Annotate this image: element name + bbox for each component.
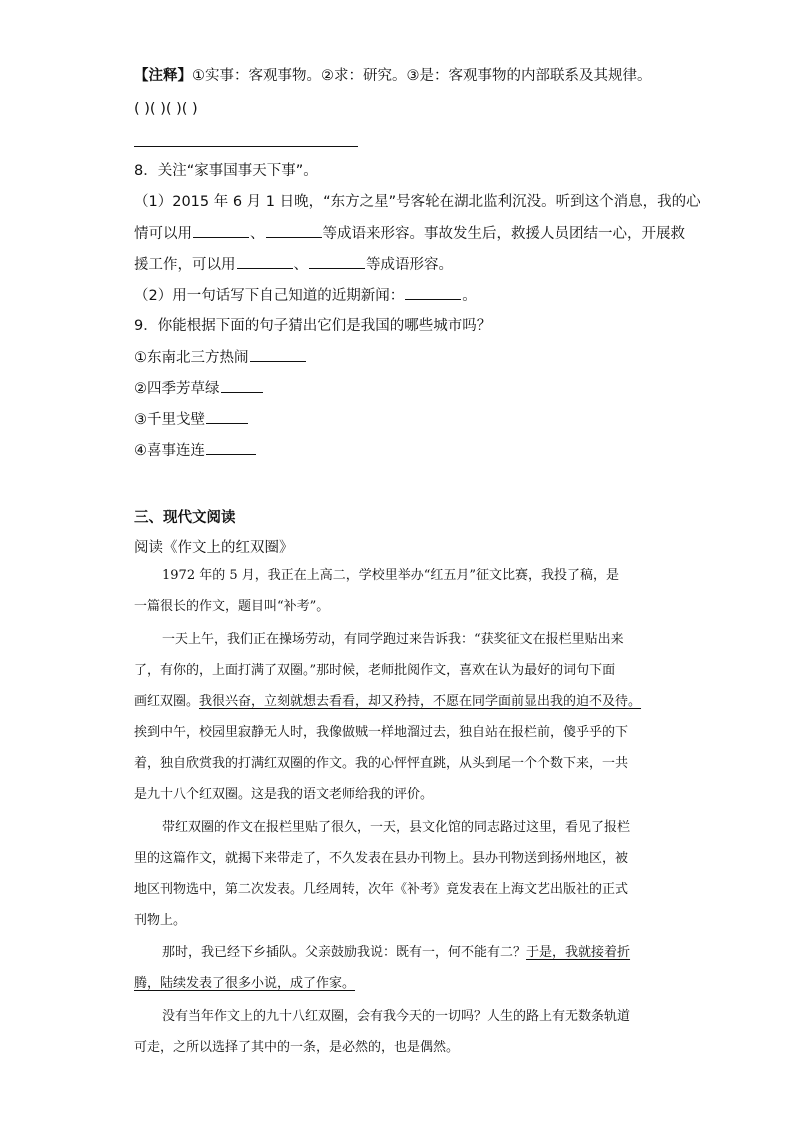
note-label: 【注释】: [134, 68, 192, 84]
q8-p1-line3: [134, 254, 453, 275]
note-text: ①实事：客观事物。②求：研究。③是：客观事物的内部联系及其规律。: [192, 68, 652, 84]
q8-p2: [134, 285, 477, 306]
reading-intro: 阅读《作文上的红双圈》: [134, 540, 294, 556]
q8-text: 等成语来形容。事故发生后，救援人员团结一心，开展救: [322, 226, 685, 242]
q9-title: 9．你能根据下面的句子猜出它们是我国的哪些城市吗？: [134, 318, 492, 334]
q9-item-text: ①东南北三方热闹: [134, 350, 249, 366]
q8-text: 等成语形容。: [366, 257, 453, 273]
underlined-sentence: 于是，我就接着折: [526, 945, 631, 960]
passage-line: 刊物上。: [134, 913, 187, 928]
q9-item: [134, 378, 264, 399]
passage-text: 那时，我已经下乡插队。父亲鼓励我说：既有一，何不能有二？: [162, 945, 527, 960]
passage-line: 1972 年的 5 月，我正在上高二，学校里举办“红五月”征文比赛，我投了稿，是: [162, 568, 620, 583]
q9-item: [134, 347, 307, 368]
q8-text: 、: [293, 257, 308, 273]
passage-line: 挨到中午，校园里寂静无人时，我像做贼一样地溜过去，独自站在报栏前，傻乎乎的下: [134, 725, 629, 740]
answer-blank[interactable]: [250, 347, 306, 362]
answer-blank[interactable]: [237, 254, 293, 269]
q8-title: 8．关注“家事国事天下事”。: [134, 163, 318, 179]
passage-line: 带红双圈的作文在报栏里贴了很久，一天，县文化馆的同志路过这里，看见了报栏: [162, 820, 631, 835]
q8-text: 。: [462, 288, 477, 304]
q8-text: 情可以用: [134, 226, 192, 242]
passage-text: 画红双圈。: [134, 694, 200, 709]
passage-line: 地区刊物选中，第二次发表。几经周转，次年《补考》竟发表在上海文艺出版社的正式: [134, 882, 629, 897]
q9-item-text: ③千里戈壁: [134, 412, 205, 428]
passage-line: [134, 943, 692, 963]
answer-blank[interactable]: [206, 409, 248, 424]
passage-line: 了，有你的，上面打满了双圈。”那时候，老师批阅作文，喜欢在认为最好的词句下面: [134, 663, 616, 678]
passage-line: 一篇很长的作文，题目叫“补考”。: [134, 599, 330, 614]
answer-rule: [134, 146, 358, 147]
section-heading: 三、现代文阅读: [134, 510, 236, 526]
answer-blank[interactable]: [193, 223, 249, 238]
q8-text: （2）用一句话写下自己知道的近期新闻：: [134, 288, 405, 304]
passage-line: [134, 692, 664, 712]
passage-line: 里的这篇作文，就揭下来带走了，不久发表在县办刊物上。县办刊物送到扬州地区，被: [134, 851, 629, 866]
passage-line: 可走，之所以选择了其中的一条，是必然的，也是偶然。: [134, 1040, 460, 1055]
q8-text: 援工作，可以用: [134, 257, 236, 273]
q9-item-text: ④喜事连连: [134, 443, 205, 459]
passage-line: 没有当年作文上的九十八红双圈，会有我今天的一切吗？人生的路上有无数条轨道: [162, 1009, 631, 1024]
passage-line: 一天上午，我们正在操场劳动，有同学跑过来告诉我：“获奖征文在报栏里贴出来: [162, 632, 624, 647]
underlined-sentence: 腾，陆续发表了很多小说，成了作家。: [134, 976, 356, 991]
passage-line: [134, 974, 664, 994]
passage-line: 是九十八个红双圈。这是我的语文老师给我的评价。: [134, 787, 434, 802]
answer-blank[interactable]: [266, 223, 322, 238]
q8-p1-line1: （1）2015 年 6 月 1 日晚，“东方之星”号客轮在湖北监利沉没。听到这个消息，我的心: [134, 194, 701, 210]
q9-item: [134, 440, 257, 461]
note-line: [134, 66, 652, 86]
answer-blank[interactable]: [221, 378, 263, 393]
answer-blank[interactable]: [206, 440, 256, 455]
passage-line: 着，独自欣赏我的打满红双圈的作文。我的心怦怦直跳，从头到尾一个个数下来，一共: [134, 756, 629, 771]
q9-item: [134, 409, 249, 430]
answer-blank[interactable]: [309, 254, 365, 269]
q8-p1-line2: [134, 223, 685, 244]
answer-blank[interactable]: [405, 285, 461, 300]
q9-item-text: ②四季芳草绿: [134, 381, 220, 397]
q8-text: 、: [250, 226, 265, 242]
note-parens: ( )( )( )( ): [134, 101, 198, 117]
underlined-sentence: 我很兴奋，立刻就想去看看，却又矜持，不愿在同学面前显出我的迫不及待。: [199, 694, 642, 709]
